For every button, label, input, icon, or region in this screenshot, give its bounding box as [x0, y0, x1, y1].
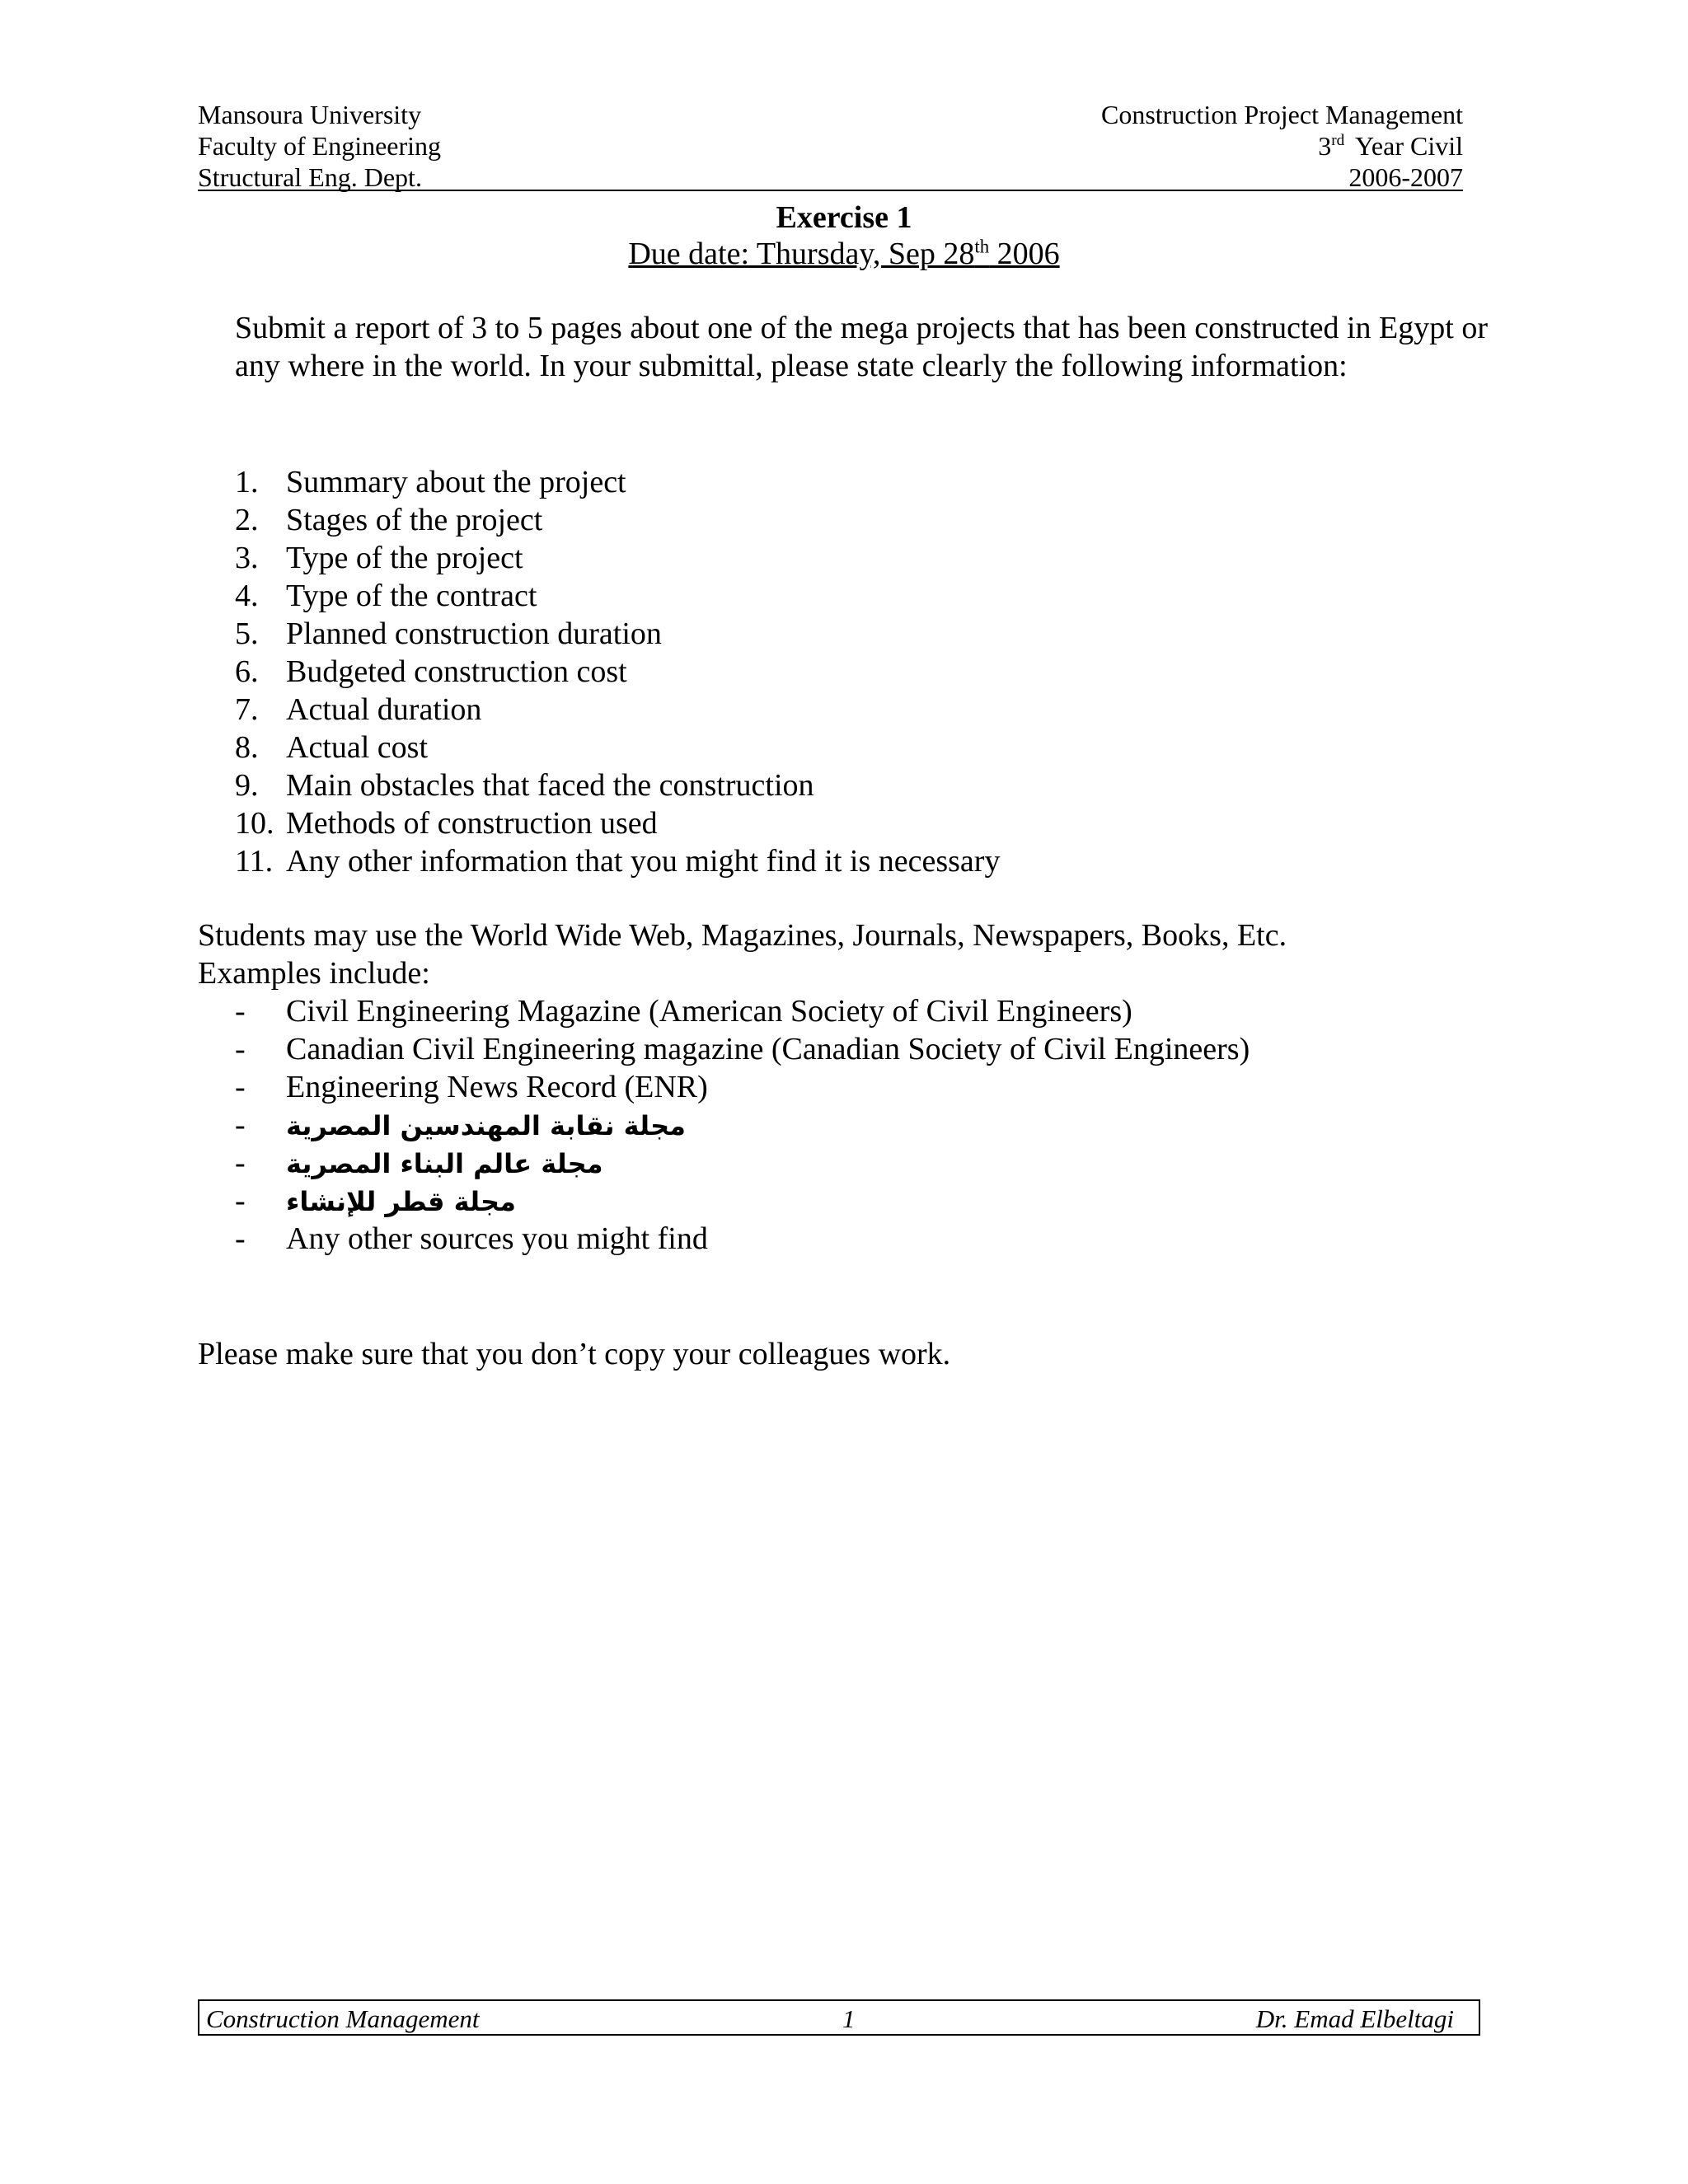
example-text-arabic: مجلة عالم البناء المصرية [286, 1148, 603, 1179]
year-label [1101, 130, 1463, 162]
example-text-arabic: مجلة قطر للإنشاء [286, 1186, 516, 1217]
institution-block [198, 99, 441, 193]
course-block [1101, 99, 1463, 193]
list-item [235, 1030, 1250, 1068]
list-text: Any other information that you might find it is necessary [286, 844, 1001, 879]
footer-course: Construction Management [206, 2004, 480, 2033]
list-text: Type of the contract [286, 579, 537, 613]
list-item [235, 463, 1000, 501]
list-item [235, 539, 1000, 577]
university-name: Mansoura University [198, 100, 422, 129]
examples-heading: Examples include: [198, 956, 430, 991]
year-number: 3 [1318, 131, 1332, 161]
page-header [198, 99, 1463, 191]
page-title: Exercise 1 [776, 200, 912, 235]
bullet-dash: - [235, 1146, 246, 1180]
list-item [235, 842, 1000, 880]
year-rest: Year Civil [1355, 131, 1463, 161]
list-number: 7. [235, 692, 259, 727]
page-footer [198, 1999, 1480, 2036]
bullet-dash: - [235, 1032, 246, 1066]
list-item [235, 766, 1000, 804]
course-name: Construction Project Management [1100, 100, 1463, 129]
list-text: Actual cost [286, 730, 429, 765]
bullet-dash: - [235, 994, 246, 1029]
list-item [235, 804, 1000, 842]
department-name: Structural Eng. Dept. [198, 162, 422, 192]
list-item [235, 992, 1250, 1030]
sources-intro: Students may use the World Wide Web, Magazines, Journals, Newspapers, Books, Etc. [198, 918, 1287, 953]
list-item [235, 615, 1000, 653]
requirements-list [235, 463, 1000, 880]
sources-paragraph [198, 916, 1287, 992]
list-text: Type of the project [286, 541, 523, 575]
list-item [235, 1182, 1250, 1220]
closing-note: Please make sure that you don’t copy your colleagues work. [198, 1337, 951, 1371]
example-text: Engineering News Record (ENR) [286, 1070, 708, 1104]
list-item [235, 729, 1000, 766]
example-text: Civil Engineering Magazine (American Society of Civil Engineers) [286, 994, 1132, 1029]
list-text: Stages of the project [286, 503, 543, 537]
list-item [235, 1144, 1250, 1182]
list-text: Methods of construction used [286, 806, 658, 841]
list-item [235, 1068, 1250, 1106]
due-ordinal: th [974, 236, 990, 257]
list-number: 11. [235, 844, 274, 879]
list-text: Planned construction duration [286, 616, 662, 651]
list-number: 1. [235, 465, 259, 499]
list-item [235, 1220, 1250, 1258]
list-item [235, 501, 1000, 539]
page-number: 1 [842, 2004, 856, 2033]
year-ordinal: rd [1331, 132, 1345, 150]
faculty-name: Faculty of Engineering [198, 131, 442, 161]
academic-session: 2006-2007 [1348, 162, 1463, 192]
list-item [235, 691, 1000, 729]
list-number: 4. [235, 579, 259, 613]
list-number: 9. [235, 768, 259, 803]
bullet-dash: - [235, 1221, 246, 1256]
list-text: Budgeted construction cost [286, 654, 627, 689]
example-text: Any other sources you might find [286, 1221, 708, 1256]
examples-list [235, 992, 1250, 1258]
list-number: 3. [235, 541, 259, 575]
bullet-dash: - [235, 1183, 246, 1218]
intro-paragraph: Submit a report of 3 to 5 pages about one of the mega projects that has been constructed in Egypt or any where in the world. In your submittal, please state clearly the following information: [235, 311, 1488, 383]
due-date [0, 236, 1688, 272]
footer-author: Dr. Emad Elbeltagi [1255, 2004, 1454, 2033]
list-text: Summary about the project [286, 465, 626, 499]
due-suffix: 2006 [989, 237, 1060, 271]
due-prefix: Due date: Thursday, Sep 28 [628, 237, 975, 271]
list-item [235, 577, 1000, 615]
list-text: Actual duration [286, 692, 482, 727]
bullet-dash: - [235, 1108, 246, 1142]
list-item [235, 1106, 1250, 1144]
list-number: 2. [235, 503, 259, 537]
list-number: 10. [235, 806, 274, 841]
bullet-dash: - [235, 1070, 246, 1104]
list-item [235, 653, 1000, 691]
list-number: 8. [235, 730, 259, 765]
list-number: 6. [235, 654, 259, 689]
example-text-arabic: مجلة نقابة المهندسين المصرية [286, 1110, 686, 1141]
list-number: 5. [235, 616, 259, 651]
example-text: Canadian Civil Engineering magazine (Canadian Society of Civil Engineers) [286, 1032, 1250, 1066]
list-text: Main obstacles that faced the construction [286, 768, 814, 803]
